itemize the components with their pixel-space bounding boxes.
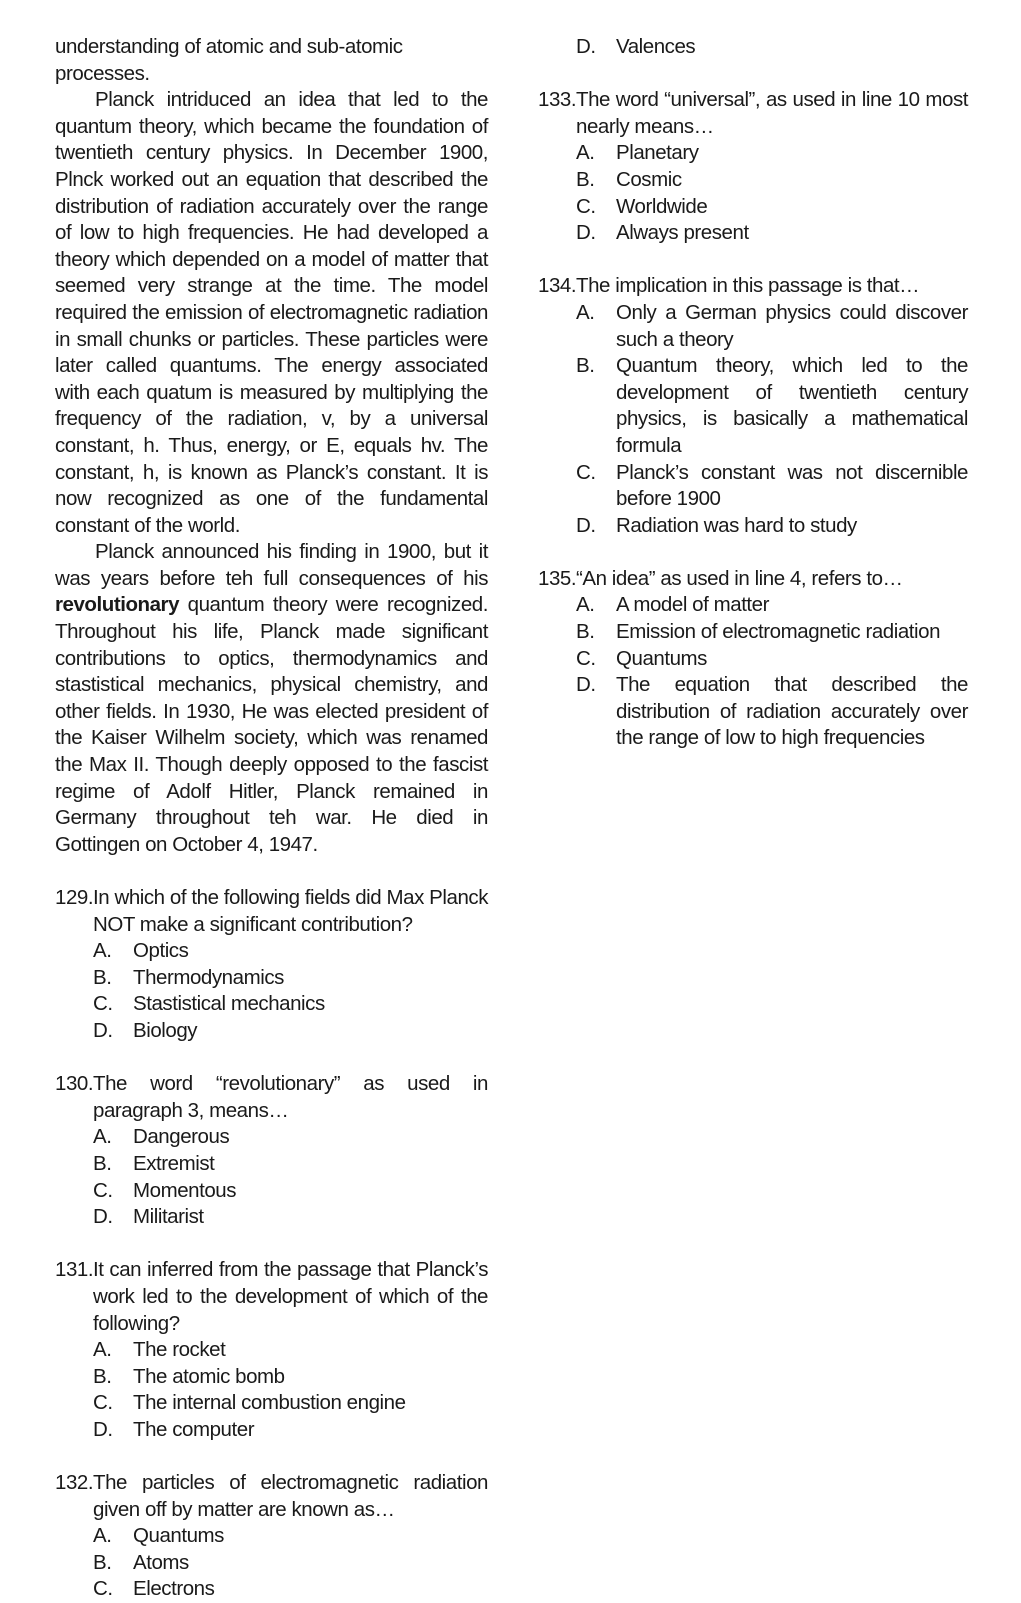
option-d xyxy=(538,513,968,540)
option-letter: C. xyxy=(576,646,596,670)
question-130 xyxy=(55,1071,488,1231)
option-text: Radiation was hard to study xyxy=(616,513,857,537)
option-text: Quantum theory, which led to the development of twentieth century physics, is basically a mathematical formula xyxy=(616,354,968,457)
option-letter: A. xyxy=(576,593,595,617)
option-text: Electrons xyxy=(133,1577,215,1601)
question-text: The word “revolutionary” as used in paragraph 3, means… xyxy=(93,1072,488,1122)
option-text: A model of matter xyxy=(616,593,770,617)
option-b xyxy=(55,1364,488,1391)
option-letter: A. xyxy=(576,141,595,165)
option-text: The atomic bomb xyxy=(133,1364,285,1388)
option-text: Planetary xyxy=(616,141,699,165)
option-text: Worldwide xyxy=(616,194,708,218)
option-c xyxy=(55,1178,488,1205)
option-d xyxy=(538,672,968,752)
option-b xyxy=(55,965,488,992)
option-text: Cosmic xyxy=(616,167,682,191)
option-text: Valences xyxy=(616,35,696,58)
option-letter: B. xyxy=(93,965,112,989)
option-letter: A. xyxy=(93,1524,112,1548)
option-letter: A. xyxy=(93,939,112,963)
option-a xyxy=(55,1124,488,1151)
option-text: Stastistical mechanics xyxy=(133,992,325,1016)
option-d xyxy=(55,1204,488,1231)
question-text: In which of the following fields did Max Planck NOT make a significant contribution? xyxy=(93,886,488,936)
question-number: 130. xyxy=(55,1072,94,1096)
option-a xyxy=(55,938,488,965)
option-text: Biology xyxy=(133,1018,198,1042)
option-letter: B. xyxy=(93,1550,112,1574)
option-text: Always present xyxy=(616,221,749,245)
option-c xyxy=(538,194,968,221)
passage-paragraph-2: Planck intriduced an idea that led to the quantum theory, which became the foundation of twentieth century physics. In December 1900, Plnck worked out an equation that described the distribution of radiation accurately over the range of low to high frequencies. He had developed a theory which depended on a model of matter that seemed very strange at the time. The model required the emission of electromagnetic radiation in small chunks or particles. These particles were later called quantums. The energy associated with each quatum is measured by multiplying the frequency of the radiation, v, by a universal constant, h. Thus, energy, or E, equals hv. The constant, h, is known as Planck’s constant. It is now recognized as one of the fundamental constant of the world. xyxy=(55,88,488,537)
option-text: Momentous xyxy=(133,1178,237,1202)
option-text: Emission of electromagnetic radiation xyxy=(616,620,941,644)
option-letter: A. xyxy=(93,1125,112,1149)
option-c xyxy=(55,1390,488,1417)
option-letter: C. xyxy=(576,460,596,484)
option-d xyxy=(55,1417,488,1444)
option-letter: C. xyxy=(93,1577,113,1601)
question-number: 134. xyxy=(538,274,577,298)
option-text: Optics xyxy=(133,939,189,963)
question-132 xyxy=(55,1470,488,1603)
option-letter: C. xyxy=(93,1391,113,1415)
option-letter: A. xyxy=(93,1338,112,1362)
option-b xyxy=(538,167,968,194)
option-b xyxy=(55,1151,488,1178)
revolutionary-bold: revolutionary xyxy=(55,593,180,617)
question-number: 135. xyxy=(538,566,577,590)
option-letter: D. xyxy=(93,1205,113,1229)
option-a xyxy=(55,1523,488,1550)
question-133 xyxy=(538,87,968,247)
option-a xyxy=(538,140,968,167)
option-letter: B. xyxy=(576,167,595,191)
option-letter: B. xyxy=(93,1151,112,1175)
option-letter: C. xyxy=(93,1178,113,1202)
option-a xyxy=(538,300,968,353)
option-letter: D. xyxy=(93,1417,113,1441)
option-letter: D. xyxy=(576,513,596,537)
question-129 xyxy=(55,885,488,1045)
option-text: The equation that described the distribution of radiation accurately over the range of low to high frequencies xyxy=(616,673,968,750)
option-b xyxy=(538,353,968,459)
question-number: 129. xyxy=(55,886,94,909)
paragraph-3-start: Planck announced his finding in 1900, but it was years before teh full consequences of his xyxy=(55,540,488,590)
option-d xyxy=(538,34,968,61)
option-text: The internal combustion engine xyxy=(133,1391,406,1415)
option-letter: B. xyxy=(576,354,595,378)
option-c xyxy=(55,991,488,1018)
option-c xyxy=(538,646,968,673)
option-letter: B. xyxy=(576,620,595,644)
option-b xyxy=(55,1550,488,1577)
option-text: Thermodynamics xyxy=(133,965,284,989)
paragraph-3-end: quantum theory were recognized. Throughout his life, Planck made significant contributions to optics, thermodynamics and stastistical mechanics, physical chemistry, and other fields. In 1930, He was elected president of the Kaiser Wilhelm society, which was renamed the Max II. Though deeply opposed to the fascist regime of Adolf Hitler, Planck remained in Germany throughout teh war. He died in Gottingen on October 4, 1947. xyxy=(55,593,488,856)
question-text: The particles of electromagnetic radiation given off by matter are known as… xyxy=(93,1471,488,1521)
question-134 xyxy=(538,273,968,539)
passage-line-1: understanding of atomic and sub-atomic processes. xyxy=(55,35,403,85)
option-letter: B. xyxy=(93,1364,112,1388)
question-text: “An idea” as used in line 4, refers to… xyxy=(576,566,903,590)
option-text: Dangerous xyxy=(133,1125,230,1149)
right-column xyxy=(538,34,968,752)
option-text: Quantums xyxy=(616,646,707,670)
option-text: Militarist xyxy=(133,1205,204,1229)
question-132-continued xyxy=(538,34,968,61)
option-a xyxy=(538,592,968,619)
question-number: 132. xyxy=(55,1471,94,1495)
option-letter: C. xyxy=(93,992,113,1016)
option-letter: D. xyxy=(576,221,596,245)
left-column xyxy=(55,34,488,1603)
question-number: 131. xyxy=(55,1258,94,1282)
option-letter: D. xyxy=(576,673,596,697)
option-letter: A. xyxy=(576,300,595,324)
question-131 xyxy=(55,1257,488,1443)
option-a xyxy=(55,1337,488,1364)
option-d xyxy=(55,1018,488,1045)
option-letter: C. xyxy=(576,194,596,218)
option-b xyxy=(538,619,968,646)
question-number: 133. xyxy=(538,88,577,112)
question-135 xyxy=(538,566,968,752)
option-text: Atoms xyxy=(133,1550,189,1574)
question-text: It can inferred from the passage that Planck’s work led to the development of which of the following? xyxy=(93,1258,488,1335)
option-text: The computer xyxy=(133,1417,255,1441)
option-letter: D. xyxy=(576,35,596,58)
option-text: Planck’s constant was not discernible before 1900 xyxy=(616,460,968,511)
option-text: The rocket xyxy=(133,1338,226,1362)
option-c xyxy=(538,460,968,513)
option-text: Only a German physics could discover such a theory xyxy=(616,300,968,351)
option-text: Extremist xyxy=(133,1151,215,1175)
option-letter: D. xyxy=(93,1018,113,1042)
question-text: The implication in this passage is that… xyxy=(576,274,920,298)
question-text: The word “universal”, as used in line 10 most nearly means… xyxy=(576,88,968,138)
option-d xyxy=(538,220,968,247)
option-text: Quantums xyxy=(133,1524,224,1548)
passage-paragraph-3 xyxy=(55,539,488,858)
